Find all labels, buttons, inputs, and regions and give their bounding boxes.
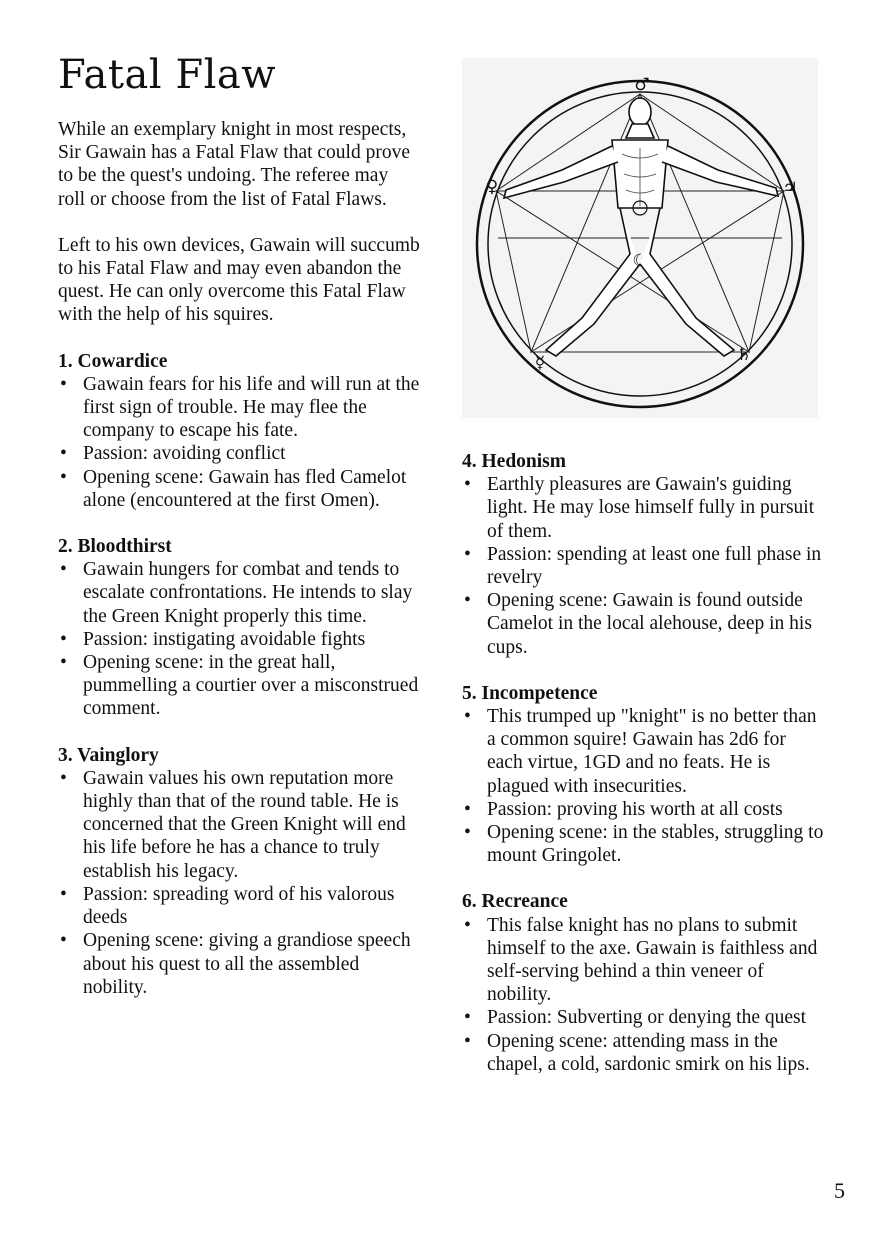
mars-symbol-icon: ♂ <box>634 75 650 95</box>
flaw-cowardice <box>58 350 420 512</box>
list-item: • Passion: proving his worth at all costs <box>462 798 824 821</box>
list-item: • This trumped up "knight" is no better than a common squire! Gawain has 2d6 for each virtue, 1GD and no feats. He is plagued with insecurities. <box>462 705 824 798</box>
venus-symbol-icon: ♀ <box>485 177 499 197</box>
flaw-title: 3. Vainglory <box>58 744 159 766</box>
intro-paragraph: Left to his own devices, Gawain will succumb to his Fatal Flaw and may even abandon the quest. He can only overcome this Fatal Flaw with the help of his squires. <box>58 234 420 326</box>
list-item: • Opening scene: Gawain is found outside Camelot in the local alehouse, deep in his cups. <box>462 589 824 659</box>
flaw-incompetence <box>462 682 824 868</box>
page-number: 5 <box>834 1178 845 1203</box>
list-item: • This false knight has no plans to submit himself to the axe. Gawain is faithless and self-serving behind a thin veneer of nobility. <box>462 914 824 1007</box>
right-column <box>462 450 824 1099</box>
flaw-hedonism <box>462 450 824 659</box>
flaw-recreance <box>462 890 824 1076</box>
page-title: Fatal Flaw <box>58 52 276 98</box>
flaw-bullet-list <box>462 473 824 659</box>
list-item: • Gawain values his own reputation more highly than that of the round table. He is concerned that the Green Knight will end his life before he has a chance to truly establish his legacy. <box>58 767 420 883</box>
list-item: • Gawain hungers for combat and tends to escalate confrontations. He intends to slay the Green Knight properly this time. <box>58 558 420 628</box>
list-item: • Passion: spending at least one full phase in revelry <box>462 543 824 589</box>
moon-symbol-icon: ☾ <box>632 251 648 271</box>
list-item: • Gawain fears for his life and will run at the first sign of trouble. He may flee the company to escape his fate. <box>58 373 420 443</box>
list-item: • Opening scene: in the stables, struggling to mount Gringolet. <box>462 821 824 867</box>
list-item: • Passion: Subverting or denying the quest <box>462 1006 824 1029</box>
flaw-title: 2. Bloodthirst <box>58 536 172 558</box>
list-item: • Passion: instigating avoidable fights <box>58 628 420 651</box>
flaw-title: 5. Incompetence <box>462 682 598 704</box>
flaw-title: 1. Cowardice <box>58 350 168 372</box>
list-item: • Passion: spreading word of his valorous deeds <box>58 883 420 929</box>
jupiter-symbol-icon: ♃ <box>782 179 798 199</box>
saturn-symbol-icon: ♄ <box>736 345 752 365</box>
list-item: • Opening scene: giving a grandiose speech about his quest to all the assembled nobility. <box>58 929 420 999</box>
list-item: • Earthly pleasures are Gawain's guiding light. He may lose himself fully in pursuit of them. <box>462 473 824 543</box>
flaw-bullet-list <box>58 767 420 999</box>
flaw-bullet-list <box>58 558 420 720</box>
pentagram-man-illustration <box>462 58 818 418</box>
list-item: • Opening scene: attending mass in the chapel, a cold, sardonic smirk on his lips. <box>462 1030 824 1076</box>
flaw-bullet-list <box>58 373 420 512</box>
flaw-title: 6. Recreance <box>462 891 568 913</box>
flaw-bloodthirst <box>58 535 420 721</box>
list-item: • Passion: avoiding conflict <box>58 442 420 465</box>
flaw-bullet-list <box>462 914 824 1076</box>
list-item: • Opening scene: Gawain has fled Camelot alone (encountered at the first Omen). <box>58 466 420 512</box>
flaw-vainglory <box>58 744 420 999</box>
intro-paragraph: While an exemplary knight in most respects, Sir Gawain has a Fatal Flaw that could prove to be the quest's undoing. The referee may roll or choose from the list of Fatal Flaws. <box>58 119 410 210</box>
list-item: • Opening scene: in the great hall, pummelling a courtier over a misconstrued comment. <box>58 651 420 721</box>
flaw-title: 4. Hedonism <box>462 451 567 472</box>
mercury-symbol-icon: ☿ <box>534 353 546 373</box>
flaw-bullet-list <box>462 705 824 867</box>
left-column <box>58 118 420 1022</box>
